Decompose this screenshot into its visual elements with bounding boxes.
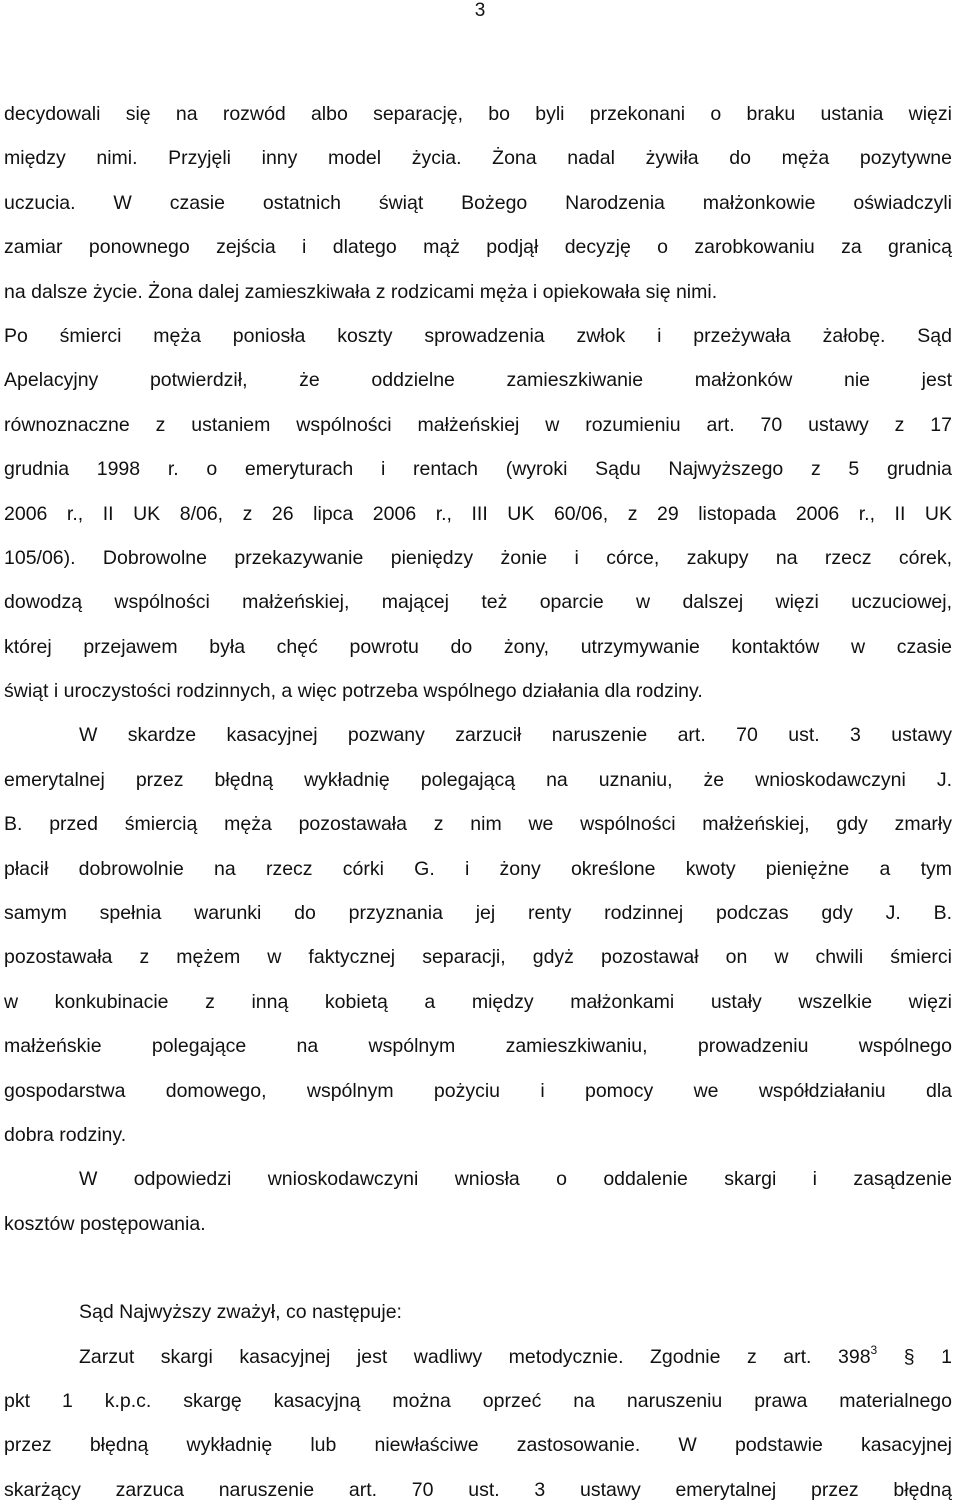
text-line: samym spełnia warunki do przyznania jej renty rodzinnej podczas gdy J. B. — [4, 902, 952, 925]
text-line: decydowali się na rozwód albo separację, bo byli przekonani o braku ustania więzi — [4, 103, 952, 125]
text-line: gospodarstwa domowego, wspólnym pożyciu i pomocy we współdziałaniu dla — [4, 1079, 952, 1102]
text-line: kosztów postępowania. — [4, 1212, 206, 1235]
text-line: której przejawem była chęć powrotu do żony, utrzymywanie kontaktów w czasie — [4, 635, 952, 658]
document-body — [4, 92, 952, 1512]
text-line: pkt 1 k.p.c. skargę kasacyjną można oprzeć na naruszeniu prawa materialnego — [4, 1389, 952, 1412]
text-line: przez błędną wykładnię lub niewłaściwe zastosowanie. W podstawie kasacyjnej — [4, 1434, 952, 1457]
text-line: płacił dobrowolnie na rzecz córki G. i żony określone kwoty pieniężne a tym — [4, 857, 952, 880]
text-line: świąt i uroczystości rodzinnych, a więc potrzeba wspólnego działania dla rodziny. — [4, 680, 703, 703]
superscript: 3 — [870, 1342, 878, 1357]
text-line: zamiar ponownego zejścia i dlatego mąż podjął decyzję o zarobkowaniu za granicą — [4, 236, 952, 259]
text-line: 2006 r., II UK 8/06, z 26 lipca 2006 r., III UK 60/06, z 29 listopada 2006 r., II UK — [4, 502, 952, 525]
text-line: na dalsze życie. Żona dalej zamieszkiwała z rodzicami męża i opiekowała się nimi. — [4, 280, 718, 303]
text-line: Apelacyjny potwierdził, że oddzielne zamieszkiwanie małżonków nie jest — [4, 369, 952, 392]
page-number: 3 — [474, 0, 486, 21]
paragraph-gap — [4, 1246, 952, 1290]
text-line: między nimi. Przyjęli inny model życia. Żona nadal żywiła do męża pozytywne — [4, 147, 952, 170]
text-line: w konkubinacie z inną kobietą a między małżonkami ustały wszelkie więzi — [4, 990, 952, 1013]
text-line: W skardze kasacyjnej pozwany zarzucił naruszenie art. 70 ust. 3 ustawy — [79, 724, 952, 747]
text-line: małżeńskie polegające na wspólnym zamieszkiwaniu, prowadzeniu wspólnego — [4, 1035, 952, 1058]
text-line: skarżący zarzuca naruszenie art. 70 ust. 3 ustawy emerytalnej przez błędną — [4, 1478, 952, 1501]
text-line: pozostawała z mężem w faktycznej separacji, gdyż pozostawał on w chwili śmierci — [4, 946, 952, 969]
text-line — [4, 1335, 952, 1379]
text-line: 105/06). Dobrowolne przekazywanie pieniędzy żonie i córce, zakupy na rzecz córek, — [4, 546, 952, 569]
text-fragment: § 1 — [877, 1345, 952, 1368]
text-line: dowodzą wspólności małżeńskiej, mającej też oparcie w dalszej więzi uczuciowej, — [4, 591, 952, 614]
text-line: równoznaczne z ustaniem wspólności małżeńskiej w rozumieniu art. 70 ustawy z 17 — [4, 413, 952, 436]
text-fragment: Zarzut skargi kasacyjnej jest wadliwy metodycznie. Zgodnie z art. 398 — [79, 1345, 871, 1368]
section-heading: Sąd Najwyższy zważył, co następuje: — [79, 1301, 402, 1324]
text-line: emerytalnej przez błędną wykładnię polegającą na uznaniu, że wnioskodawczyni J. — [4, 768, 952, 791]
text-line: B. przed śmiercią męża pozostawała z nim we wspólności małżeńskiej, gdy zmarły — [4, 813, 952, 836]
text-line: dobra rodziny. — [4, 1123, 127, 1146]
text-line: Po śmierci męża poniosła koszty sprowadzenia zwłok i przeżywała żałobę. Sąd — [4, 324, 952, 347]
text-line: grudnia 1998 r. o emeryturach i rentach (wyroki Sądu Najwyższego z 5 grudnia — [4, 458, 952, 481]
text-line: W odpowiedzi wnioskodawczyni wniosła o oddalenie skargi i zasądzenie — [79, 1168, 952, 1191]
text-line: uczucia. W czasie ostatnich świąt Bożego Narodzenia małżonkowie oświadczyli — [4, 191, 952, 214]
